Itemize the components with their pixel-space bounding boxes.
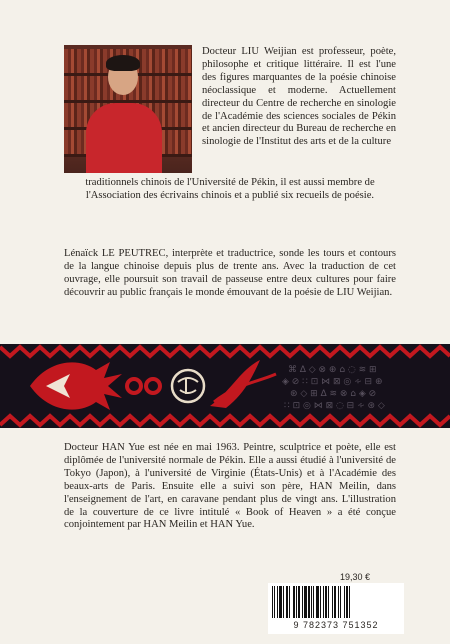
barcode-number: 9 782373 751352 <box>293 620 379 630</box>
isbn-barcode <box>268 583 404 634</box>
svg-text:◈ ⊘ ∷ ⊡ ⋈ ⊠ ◎ ∻ ⊟ ⊕: ◈ ⊘ ∷ ⊡ ⋈ ⊠ ◎ ∻ ⊟ ⊕ <box>282 377 383 387</box>
author-bio: Docteur LIU Weijian est professeur, poète, philosophe et critique littéraire. Il est l'une des figures marquantes de la poésie chinoise néoclassique et moderne. Actuellement directeur du Centre de recherche en sinologie de l'Académie des sciences sociales de Pékin et ancien directeur du Bureau de recherche en sinologie de l'Institut des arts et de la culture <box>202 46 396 148</box>
decorative-band <box>0 344 450 428</box>
price-label: 19,30 € <box>340 572 371 582</box>
translator-bio: Lénaïck LE PEUTREC, interprète et traductrice, sonde les tours et contours de la langue chinoise depuis plus de trente ans. Avec la traduction de cet ouvrage, elle poursuit son travail de passeuse entre deux cultures pour faire découvrir au public français le monde émouvant de la poésie de LIU Weijian. <box>64 248 396 298</box>
barcode-bars <box>272 586 400 618</box>
svg-text:⊛ ◇ ⊞ ∆ ≋ ⊗ ⌂ ◈ ⊘: ⊛ ◇ ⊞ ∆ ≋ ⊗ ⌂ ◈ ⊘ <box>290 389 377 399</box>
illustrator-bio: Docteur HAN Yue est née en mai 1963. Peintre, sculptrice et poète, elle est diplômée de l'université normale de Pékin. Elle a aussi étudié à l'université de Tokyo (Japon), à l'université de Virginie (États-Unis) et à l'Académie des beaux-arts de Paris. Ensuite elle a suivi son père, HAN Meilin, dans l'enseignement de l'art, en caravane pendant plus de vingt ans. L'illustration de la couverture de ce livre intitulé « Book of Heaven » a été conçue conjointement par HAN Meilin et HAN Yue. <box>64 442 396 531</box>
author-bio-continued: traditionnels chinois de l'Université de Pékin, il est aussi membre de l'Association des écrivains chinois et a publié six recueils de poésie. <box>85 177 375 201</box>
svg-text:⌘ ∆ ◇ ⊗ ⊕ ⌂ ◌ ≋ ⊞: ⌘ ∆ ◇ ⊗ ⊕ ⌂ ◌ ≋ ⊞ <box>288 365 377 375</box>
author-portrait-photo <box>64 45 192 173</box>
svg-text:∷ ⊡ ◎ ⋈ ⊠ ◌ ⊟ ∻ ⊛ ◇: ∷ ⊡ ◎ ⋈ ⊠ ◌ ⊟ ∻ ⊛ ◇ <box>284 401 385 411</box>
